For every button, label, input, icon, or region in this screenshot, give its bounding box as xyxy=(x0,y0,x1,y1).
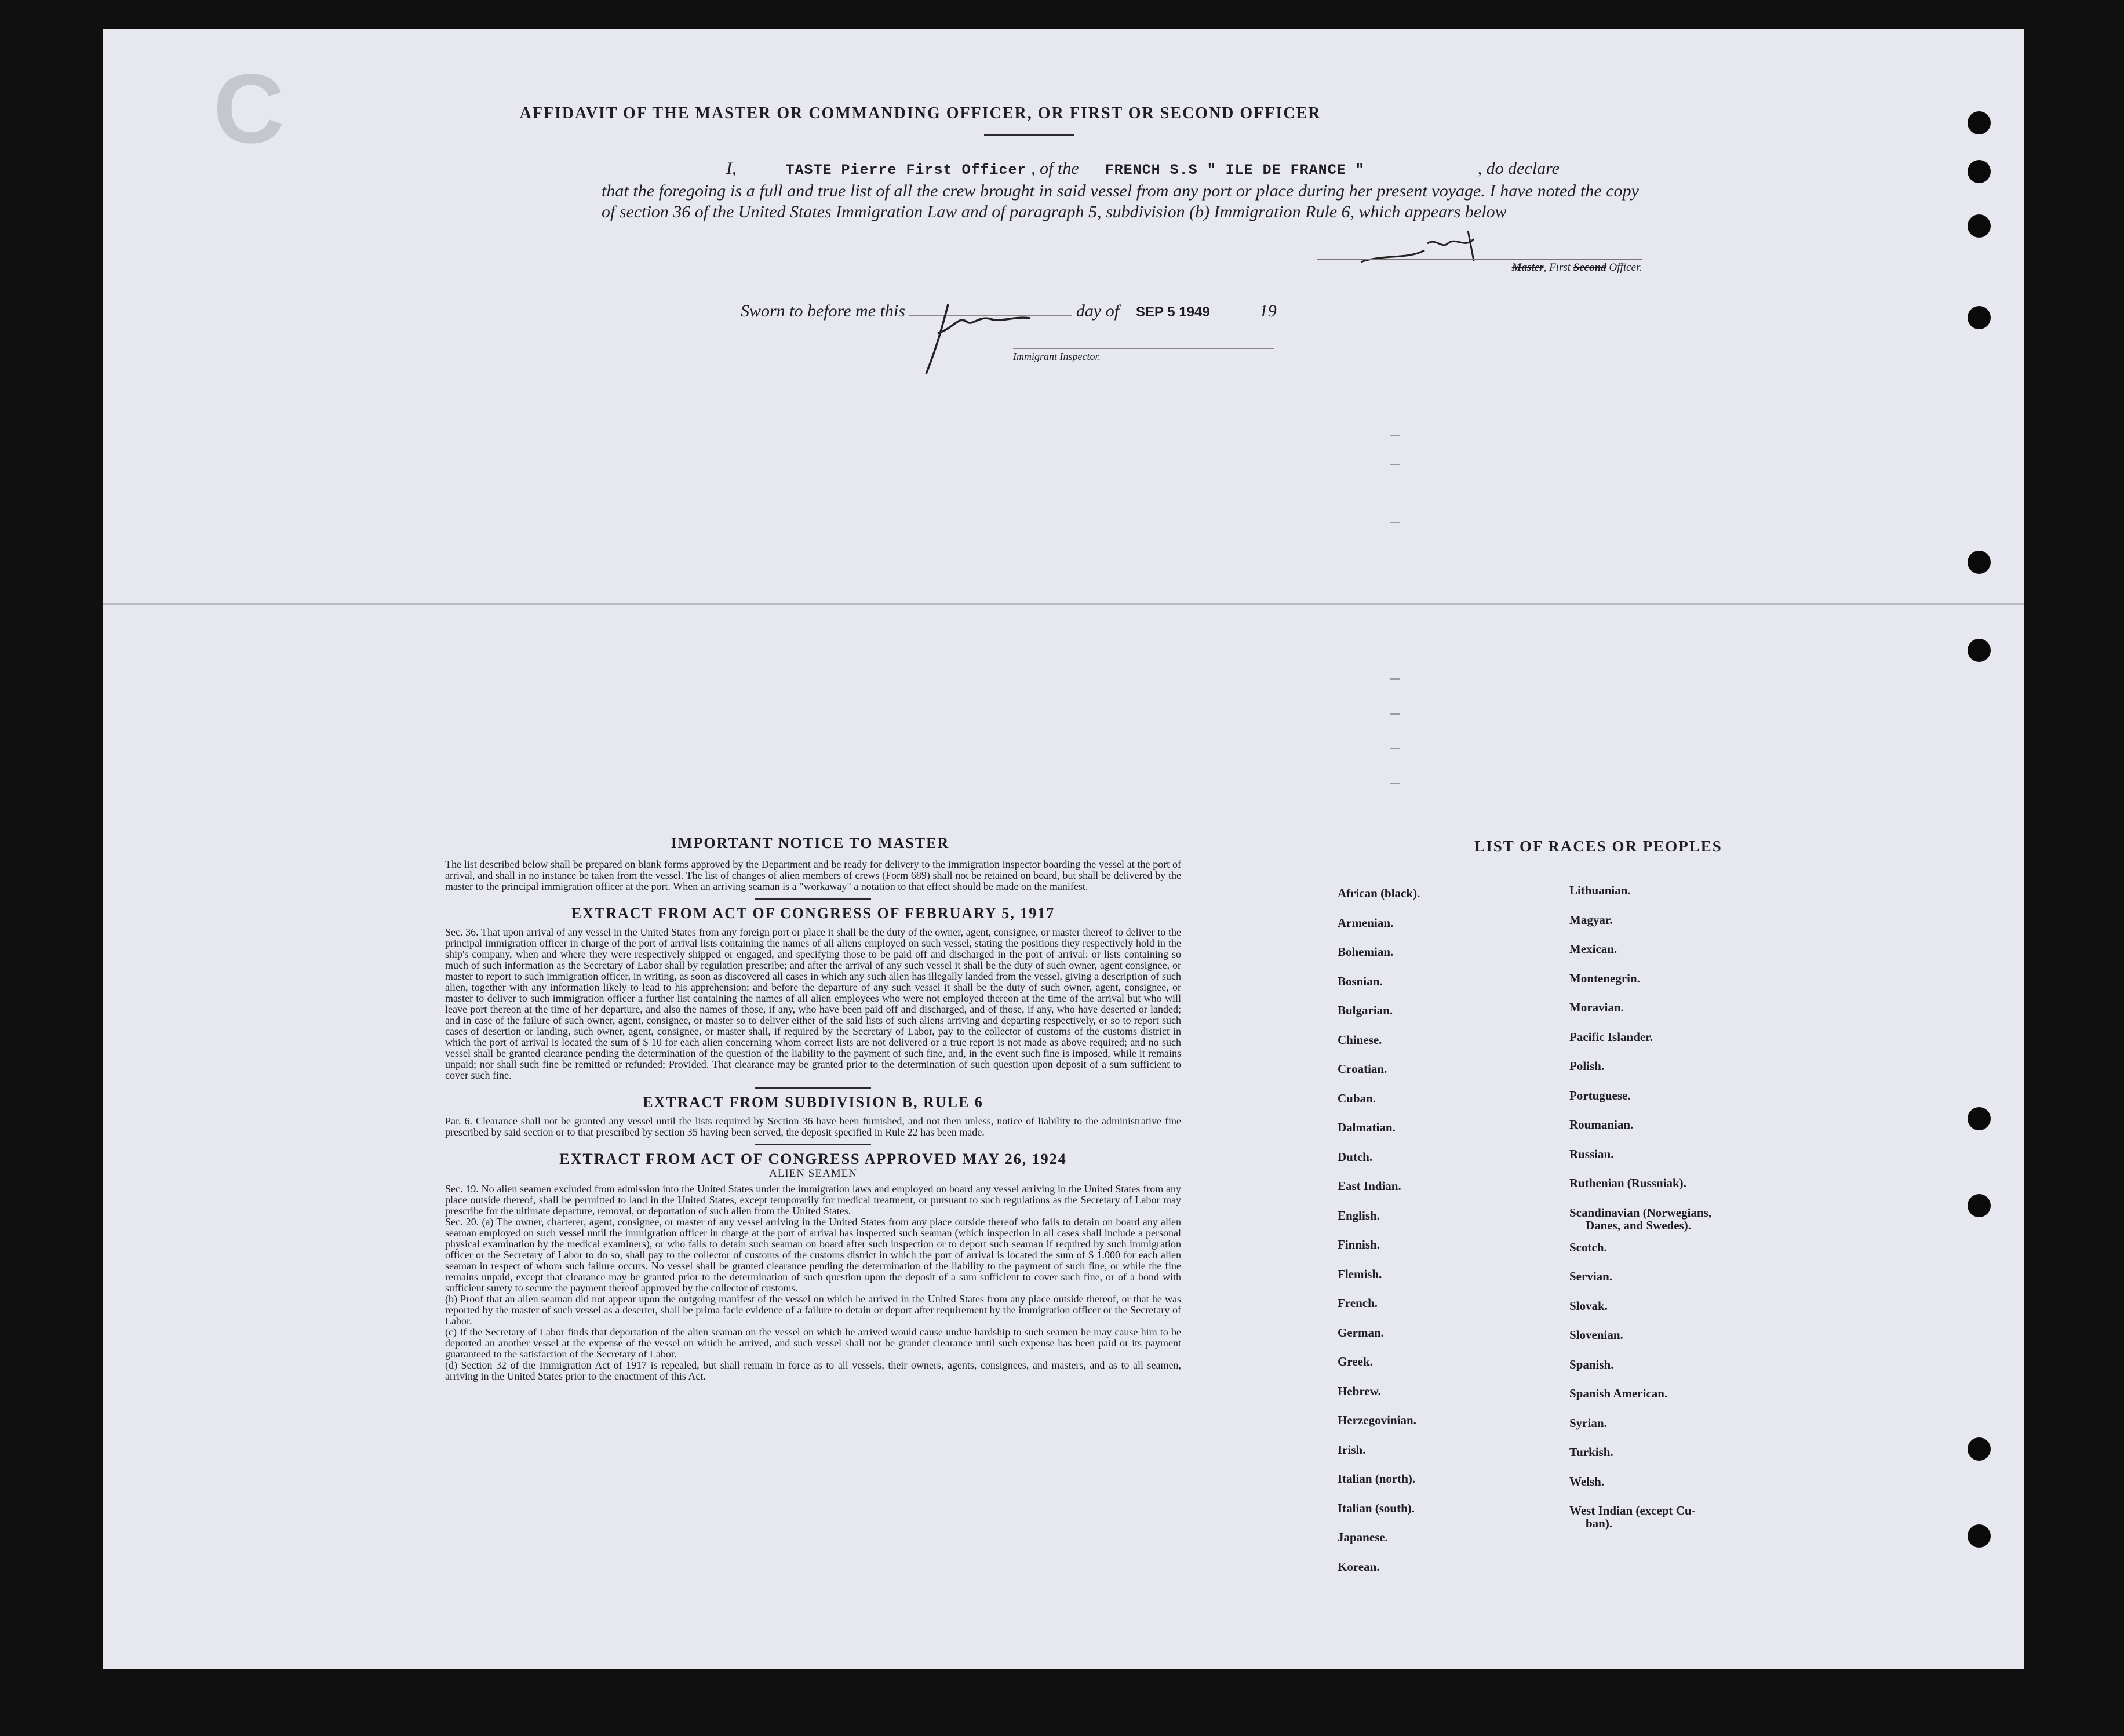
dash-mark xyxy=(1390,435,1400,436)
officer-caption: Master, First Second Officer. xyxy=(1317,259,1642,274)
race-item: Scotch. xyxy=(1569,1240,1607,1254)
race-item: Italian (north). xyxy=(1338,1472,1416,1486)
day-of-label: day of xyxy=(1076,301,1120,321)
punch-hole xyxy=(1968,1524,1991,1548)
race-item: Pacific Islander. xyxy=(1569,1029,1653,1044)
race-item: Slovak. xyxy=(1569,1298,1608,1313)
race-item: Russian. xyxy=(1569,1147,1614,1161)
race-item xyxy=(1569,1504,1711,1539)
race-item: Magyar. xyxy=(1569,912,1613,927)
race-item xyxy=(1569,1206,1711,1241)
race-item-line-1: West Indian (except Cu- xyxy=(1569,1504,1696,1517)
race-item: Montenegrin. xyxy=(1569,971,1640,985)
race-item: Slovenian. xyxy=(1569,1328,1623,1342)
races-column-2 xyxy=(1569,884,1711,1539)
race-item: Roumanian. xyxy=(1569,1118,1634,1131)
important-notice xyxy=(387,835,1239,1382)
race-item: Herzegovinian. xyxy=(1338,1413,1416,1427)
race-item: French. xyxy=(1338,1296,1378,1310)
race-item: Japanese. xyxy=(1338,1530,1388,1544)
i-label: I, xyxy=(726,159,737,178)
inspector-signature xyxy=(903,293,1054,385)
race-item: Greek. xyxy=(1338,1355,1373,1369)
race-item: Syrian. xyxy=(1569,1415,1607,1430)
extract-1924-sec20a: Sec. 20. (a) The owner, charterer, agent, consignee, or master of any vessel arriving in the United States from any place outside thereof who fails to detain on board any alien seaman employed on such vessel until the immigration officer in charge at the port of arrival has inspected such seaman (which inspection in all cases shall include a personal physical examination by the medical examiners), or who fails to detain such seaman on board after such inspection or to deport such seaman if required by such immigration officer or the Secretary of Labor to do so, shall pay to the collector of customs of the customs district in which the port of arrival is located the sum of $ 1.000 for each alien seaman in respect of whom such failure occurs. No vessel shall be granted clearance pending the determination of the liability to the payment of such fine, or while the fine remains unpaid, except that clearance may be granted prior to the determination of such question upon the deposit of a sum sufficient to cover such fine, or of a bond with sufficient surety to secure the payment thereof approved by the collector of customs. xyxy=(445,1216,1181,1294)
race-item: Moravian. xyxy=(1569,1000,1624,1014)
extract-1924-title: EXTRACT FROM ACT OF CONGRESS APPROVED MAY 26, 1924 xyxy=(559,1151,1067,1167)
race-item: Chinese. xyxy=(1338,1032,1382,1047)
officer-label: Officer. xyxy=(1609,261,1642,274)
document-sheet xyxy=(103,29,2024,1669)
race-item: Welsh. xyxy=(1569,1474,1605,1488)
punch-hole xyxy=(1968,306,1991,329)
inspector-caption: Immigrant Inspector. xyxy=(1013,348,1274,363)
divider xyxy=(755,1087,871,1089)
race-item: Bulgarian. xyxy=(1338,1003,1393,1017)
dash-mark xyxy=(1390,522,1400,523)
sworn-text: Sworn to before me this xyxy=(741,301,905,321)
declaration-body: that the foregoing is a full and true list of all the crew brought in said vessel from any port or place during her present voyage. I have noted the copy of section 36 of the United States Immigration Law and of paragraph 5, subdivision (b) Immigration Rule 6, which appears below xyxy=(602,181,1639,221)
race-item: Korean. xyxy=(1338,1559,1380,1574)
year-prefix: 19 xyxy=(1259,301,1277,321)
master-crossed: Master xyxy=(1511,261,1544,274)
race-item: Turkish. xyxy=(1569,1445,1613,1459)
date-stamp: SEP 5 1949 xyxy=(1136,304,1210,320)
punch-hole xyxy=(1968,1194,1991,1217)
race-item: East Indian. xyxy=(1338,1179,1401,1193)
race-item: Dalmatian. xyxy=(1338,1120,1396,1134)
extract-1924-sec20c: (c) If the Secretary of Labor finds that deportation of the alien seaman on the vessel on which he arrived would cause undue hardship to such seamen he may cause him to be deported an another vessel at the expense of the vessel on which he arrived, and such vessel shall not be grandet clearance until such expense has been paid or its payment guaranteed to the satisfaction of the Secretary of Labor. xyxy=(445,1326,1181,1360)
sworn-line xyxy=(741,301,1506,321)
race-item: Finnish. xyxy=(1338,1238,1380,1251)
punch-hole xyxy=(1968,639,1991,662)
divider xyxy=(755,898,871,900)
punch-hole xyxy=(1968,214,1991,238)
extract-1917-body: Sec. 36. That upon arrival of any vessel in the United States from any foreign port or place it shall be the duty of the owner, agent, consignee, or master thereof to deliver to the principal immigration officer in charge of the port of arrival lists containing the names of all aliens employed on such vessel, stating the positions they respectively hold in the ship's company, when and where they were respectively shipped or engaged, and specifying those to be paid off and discharged in the port of arrival: or lists containing so much of such information as the Secretary of Labor shall by regulation prescribe; and after the arrival of any such vessel it shall be the duty of such owner, agent consignee, or master to report to such immigration officer, in writing, as soon as discovered all cases in which any such alien has illegally landed from the vessel, giving a description of such alien, together with any information likely to lead to his apprehension; and before the departure of any such vessel it shall be the duty of such owner, agent, consignee, or master to deliver to such immigration officer a further list containing the names of all alien employees who were not employed thereon at the time of the arrival but who will leave port thereon at the time of her departure, and also the names of those, if any, who have been paid off and discharged, and of those, if any, who have deserted or landed; and in case of the failure of such owner, agent, consignee, or master so to deliver either of the said lists of such aliens arriving and departing respectively, or so to report such cases of desertion or landing, such owner, agent, consignee, or master shall, if required by the Secretary of Labor, pay to the collector of customs of the customs district in which the port of arrival is located the sum of $ 10 for each alien concerning whom correct lists are not delivered or a true report is not made as above required; and no such vessel shall be granted clearance pending the determination of the question of the liability to the payment of such fine, and, in the event such fine is imposed, while it remains unpaid; nor shall such fine be remitted or refunded; Provided. That clearance may be granted prior to the determination of such question upon deposit of a sum sufficient to cover such fine. xyxy=(445,926,1181,1081)
race-item: Mexican. xyxy=(1569,942,1617,956)
dash-mark xyxy=(1390,464,1400,465)
punch-hole xyxy=(1968,111,1991,134)
dash-mark xyxy=(1390,748,1400,749)
race-item-line-2: ban). xyxy=(1586,1516,1613,1530)
race-item: Flemish. xyxy=(1338,1266,1382,1281)
divider xyxy=(755,1144,871,1145)
races-column-1 xyxy=(1338,887,1420,1589)
race-item: Lithuanian. xyxy=(1569,883,1631,897)
race-item-line-1: Scandinavian (Norwegians, xyxy=(1569,1205,1712,1220)
vessel-name-typed: FRENCH S.S " ILE DE FRANCE " xyxy=(1105,162,1365,179)
race-item-line-2: Danes, and Swedes). xyxy=(1586,1218,1692,1232)
race-item: Bohemian. xyxy=(1338,945,1394,959)
dash-mark xyxy=(1390,678,1400,680)
declaration-first-line xyxy=(602,158,1645,181)
race-item: African (black). xyxy=(1338,886,1420,900)
extract-rule6-title: EXTRACT FROM SUBDIVISION B, RULE 6 xyxy=(643,1094,983,1111)
declaration-paragraph xyxy=(602,158,1645,223)
dash-mark xyxy=(1390,713,1400,715)
race-item: German. xyxy=(1338,1325,1384,1340)
punch-hole xyxy=(1968,1437,1991,1461)
race-item: Irish. xyxy=(1338,1442,1366,1457)
race-item: Spanish American. xyxy=(1569,1386,1668,1400)
race-item: Armenian. xyxy=(1338,915,1394,930)
punch-hole xyxy=(1968,160,1991,183)
dash-mark xyxy=(1390,783,1400,784)
do-declare-label: , do declare xyxy=(1477,159,1560,178)
race-item: Italian (south). xyxy=(1338,1501,1415,1515)
race-item: Croatian. xyxy=(1338,1062,1387,1076)
affidavit-title: AFFIDAVIT OF THE MASTER OR COMMANDING OFFICER, OR FIRST OR SECOND OFFICER xyxy=(519,104,1321,122)
notice-title: IMPORTANT NOTICE TO MASTER xyxy=(671,835,950,851)
race-item: Servian. xyxy=(1569,1269,1613,1283)
extract-1924-sec19: Sec. 19. No alien seamen excluded from admission into the United States under the immigration laws and employed on board any vessel arriving in the United States from any place outside thereof, shall be permitted to land in the United States, except temporarily for medical treatment, or pursuant to such regulations as the Secretary of Labor may prescribe for the ultimate departure, removal, or deportation of such alien from the United States. xyxy=(445,1183,1181,1217)
race-item: English. xyxy=(1338,1208,1380,1222)
notice-body: The list described below shall be prepared on blank forms approved by the Department and be ready for delivery to the immigration inspector boarding the vessel at the port of arrival, and shall in no instance be taken from the vessel. The list of changes of alien members of crews (Form 689) shall not be retained on board, but shall be delivered by the master to the principal immigration officer at the port. When an arriving seaman is a "workaway" a notation to that effect should be made on the manifest. xyxy=(445,858,1181,892)
race-item: Dutch. xyxy=(1338,1149,1373,1164)
page-fold-line xyxy=(103,603,2024,605)
extract-rule6-body: Par. 6. Clearance shall not be granted any vessel until the lists required by Section 36 have been furnished, and not then unless, notice of liability to the administrative fine prescribed by said section or to that prescribed by section 35 having been served, the deposit specified in Rule 22 has been made. xyxy=(445,1115,1181,1138)
of-the-label: , of the xyxy=(1031,159,1079,178)
race-item: Cuban. xyxy=(1338,1091,1376,1105)
race-item: Polish. xyxy=(1569,1059,1605,1073)
first-label: First xyxy=(1549,261,1571,274)
race-item: Bosnian. xyxy=(1338,974,1383,988)
second-crossed: Second xyxy=(1573,261,1606,274)
punch-hole xyxy=(1968,551,1991,574)
extract-1917-title: EXTRACT FROM ACT OF CONGRESS OF FEBRUARY 5, 1917 xyxy=(571,905,1055,922)
alien-seamen-subtitle: ALIEN SEAMEN xyxy=(769,1167,857,1180)
races-title: LIST OF RACES OR PEOPLES xyxy=(1474,838,1722,855)
punch-hole xyxy=(1968,1107,1991,1130)
extract-1924-sec20b: (b) Proof that an alien seaman did not appear upon the outgoing manifest of the vessel on which he arrived in the United States from any place outside thereof, or that he was reported by the master of such vessel as a deserter, shall be prima facie evidence of a failure to detain or deport after requirement by the immigration officer or the Secretary of Labor. xyxy=(445,1293,1181,1327)
extract-1924-sec20d: (d) Section 32 of the Immigration Act of 1917 is repealed, but shall remain in force as to all vessels, their owners, agents, consignees, and masters, and as to all seamen, arriving in the United States prior to the enactment of this Act. xyxy=(445,1359,1181,1382)
officer-name-typed: TASTE Pierre First Officer xyxy=(785,162,1027,179)
race-item: Ruthenian (Russniak). xyxy=(1569,1176,1686,1190)
race-item: Hebrew. xyxy=(1338,1384,1381,1398)
bleed-through-mark: C xyxy=(213,54,285,164)
race-item: Spanish. xyxy=(1569,1357,1614,1371)
title-underline xyxy=(984,134,1074,136)
race-item: Portuguese. xyxy=(1569,1088,1631,1102)
